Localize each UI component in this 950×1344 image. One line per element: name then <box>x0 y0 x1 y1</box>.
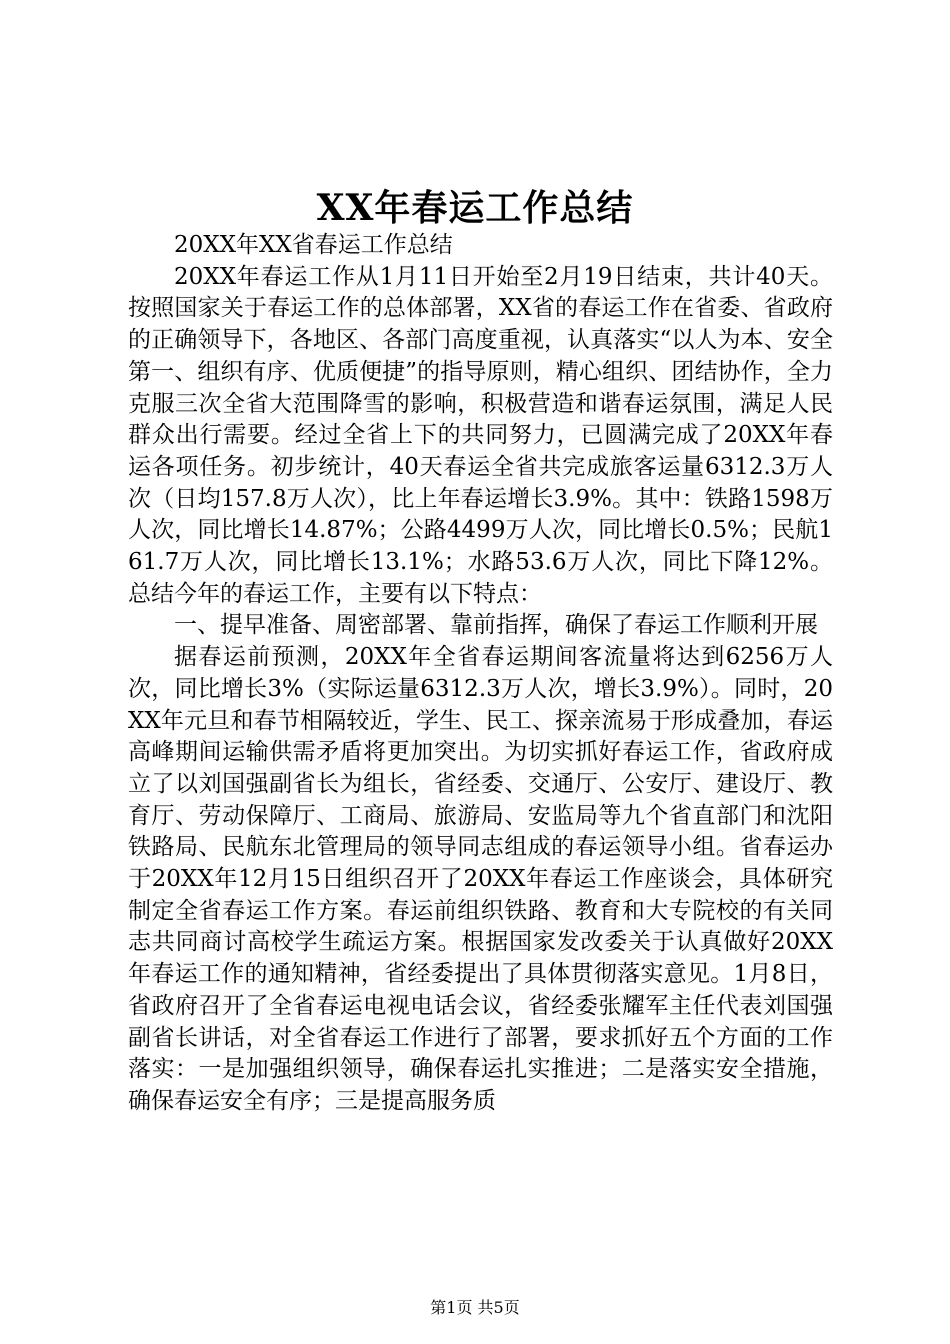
subtitle-paragraph: 20XX年XX省春运工作总结 <box>174 232 453 258</box>
document-body <box>128 230 833 1118</box>
document-title: XX年春运工作总结 <box>316 187 634 229</box>
body-paragraph: 据春运前预测，20XX年全省春运期间客流量将达到6256万人次，同比增长3%（实际运量6312.3万人次，增长3.9%）。同时，20XX年元旦和春节相隔较近，学生、民工、探亲流易于形成叠加，春运高峰期间运输供需矛盾将更加突出。为切实抓好春运工作，省政府成立了以刘国强副省长为组长，省经委、交通厅、公安厅、建设厅、教育厅、劳动保障厅、工商局、旅游局、安监局等九个省直部门和沈阳铁路局、民航东北管理局的领导同志组成的春运领导小组。省春运办于20XX年12月15日组织召开了20XX年春运工作座谈会，具体研究制定全省春运工作方案。春运前组织铁路、教育和大专院校的有关同志共同商讨高校学生疏运方案。根据国家发改委关于认真做好20XX年春运工作的通知精神，省经委提出了具体贯彻落实意见。1月8日，省政府召开了全省春运电视电话会议，省经委张耀军主任代表刘国强副省长讲话，对全省春运工作进行了部署，要求抓好五个方面的工作落实：一是加强组织领导，确保春运扎实推进；二是落实安全措施，确保春运安全有序；三是提高服务质 <box>128 644 833 1114</box>
section-heading: 一、提早准备、周密部署、靠前指挥，确保了春运工作顺利开展 <box>174 612 818 639</box>
body-paragraph: 20XX年春运工作从1月11日开始至2月19日结束，共计40天。按照国家关于春运工作的总体部署，XX省的春运工作在省委、省政府的正确领导下，各地区、各部门高度重视，认真落实“以人为本、安全第一、组织有序、优质便捷”的指导原则，精心组织、团结协作，全力克服三次全省大范围降雪的影响，积极营造和谐春运氛围，满足人民群众出行需要。经过全省上下的共同努力，已圆满完成了20XX年春运各项任务。初步统计，40天春运全省共完成旅客运量6312.3万人次（日均157.8万人次），比上年春运增长3.9%。其中：铁路1598万人次，同比增长14.87%；公路4499万人次，同比增长0.5%；民航161.7万人次，同比增长13.1%；水路53.6万人次，同比下降12%。总结今年的春运工作，主要有以下特点： <box>128 263 833 607</box>
page-footer: 第1页 共5页 <box>430 1298 520 1317</box>
